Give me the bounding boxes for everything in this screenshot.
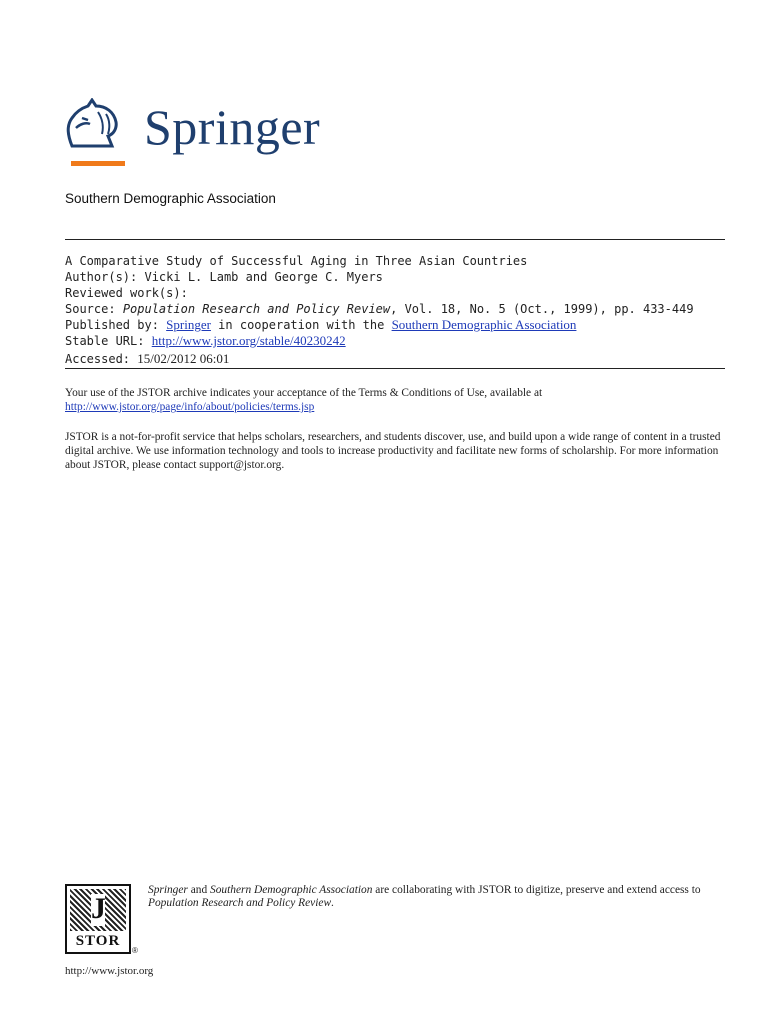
registered-mark: ® [132, 946, 138, 955]
publisher-link[interactable]: Springer [166, 317, 211, 332]
jstor-logo-wordmark: STOR [75, 933, 121, 949]
stable-url-line [65, 333, 725, 349]
stable-url-label: Stable URL: [65, 334, 145, 348]
collaboration-statement [148, 884, 718, 909]
jstor-home-link[interactable]: http://www.jstor.org [65, 965, 154, 977]
collab-and: and [187, 884, 211, 896]
organization-name: Southern Demographic Association [65, 191, 276, 206]
collab-journal: Population Research and Policy Review [148, 896, 332, 909]
citation-block [65, 253, 725, 367]
accessed-label: Accessed: [65, 352, 131, 366]
springer-wordmark: Springer [144, 99, 321, 155]
source-detail: , Vol. 18, No. 5 (Oct., 1999), pp. 433-449 [390, 302, 694, 316]
article-title: A Comparative Study of Successful Aging in Three Asian Countries [65, 254, 528, 268]
collab-mid: are collaborating with JSTOR to digitize, preserve and extend access to [372, 884, 701, 896]
terms-link[interactable]: http://www.jstor.org/page/info/about/policies/terms.jsp [65, 401, 315, 413]
springer-logo [62, 96, 362, 168]
source-label: Source: [65, 302, 116, 316]
accessed-value: 15/02/2012 06:01 [137, 351, 230, 366]
terms-text: Your use of the JSTOR archive indicates your acceptance of the Terms & Conditions of Use, available at [65, 387, 543, 399]
reviewed-works-line: Reviewed work(s): [65, 286, 188, 300]
authors-label: Author(s): [65, 270, 138, 284]
bottom-divider [65, 368, 725, 369]
source-journal: Population Research and Policy Review [122, 302, 391, 316]
cooperation-partner-link[interactable]: Southern Demographic Association [391, 317, 577, 332]
source-line [65, 301, 725, 317]
collab-publisher: Springer [148, 884, 188, 896]
terms-notice [65, 386, 730, 414]
top-divider [65, 239, 725, 240]
published-by-line [65, 317, 725, 333]
springer-underline-bar [71, 161, 125, 166]
cooperation-text: in cooperation with the [218, 318, 385, 332]
jstor-logo-letter: J [91, 892, 106, 925]
collab-end: . [331, 896, 334, 909]
horse-head-icon [62, 98, 126, 154]
authors-line [65, 269, 725, 285]
authors-value: Vicki L. Lamb and George C. Myers [144, 270, 383, 284]
published-label: Published by: [65, 318, 159, 332]
collab-partner: Southern Demographic Association [210, 884, 373, 896]
stable-url-link[interactable]: http://www.jstor.org/stable/40230242 [151, 333, 346, 348]
accessed-line [65, 351, 725, 367]
jstor-about: JSTOR is a not-for-profit service that helps scholars, researchers, and students discover, use, and build upon a wide range of content in a trusted digital archive. We use information technology and tools to increase productivity and facilitate new forms of scholarship. For more information about JSTOR, please contact support@jstor.org. [65, 431, 721, 471]
jstor-logo [65, 884, 131, 954]
